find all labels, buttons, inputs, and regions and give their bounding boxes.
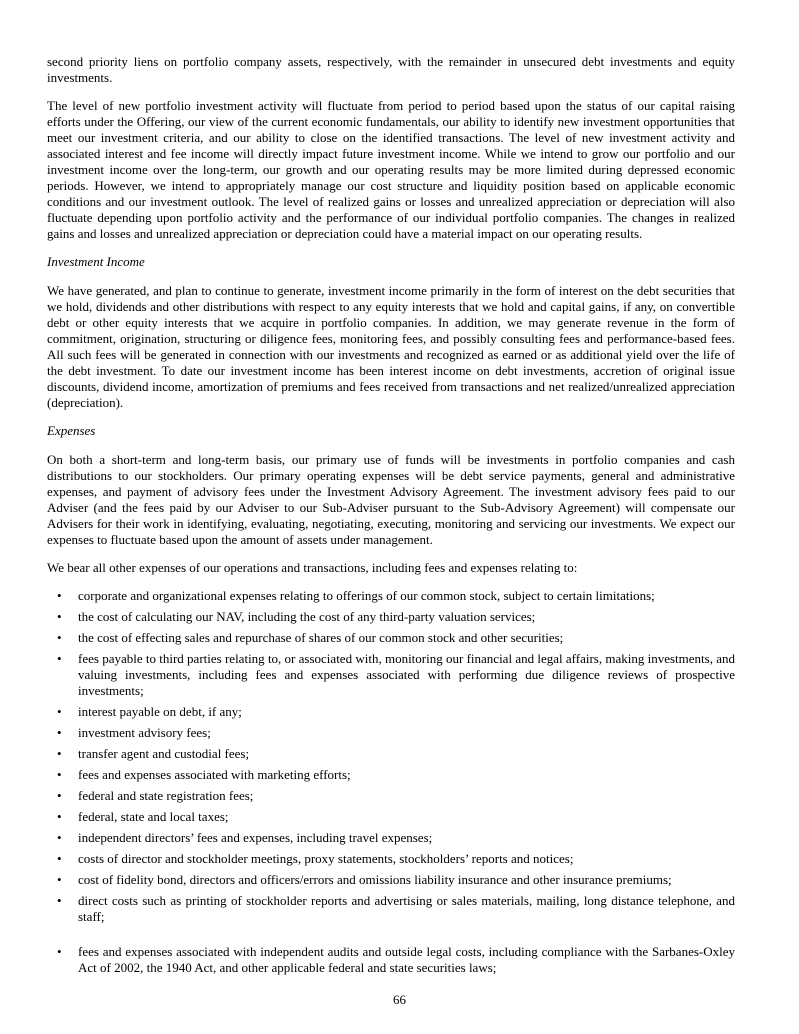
bullet-icon — [47, 893, 78, 925]
bullet-icon — [47, 767, 78, 783]
section-heading-investment-income: Investment Income — [47, 254, 145, 269]
bullet-icon — [47, 588, 78, 604]
bullet-text: federal, state and local taxes; — [78, 809, 229, 824]
paragraph-other-expenses-intro: We bear all other expenses of our operations and transactions, including fees and expenses relating to: — [47, 560, 578, 575]
bullet-text: fees and expenses associated with marketing efforts; — [78, 767, 351, 782]
bullet-icon — [47, 630, 78, 646]
list-item — [47, 725, 735, 741]
bullet-text: the cost of effecting sales and repurchase of shares of our common stock and other securities; — [78, 630, 564, 645]
bullet-text: cost of fidelity bond, directors and officers/errors and omissions liability insurance and other insurance premiums; — [78, 872, 672, 887]
list-item — [47, 767, 735, 783]
bullet-icon — [47, 651, 78, 699]
bullet-text: fees payable to third parties relating to, or associated with, monitoring our financial and legal affairs, making investments, and valuing investments, including fees and expenses associated with performing due diligence reviews of prospective investments; — [78, 651, 735, 698]
list-item — [47, 704, 735, 720]
bullet-text: transfer agent and custodial fees; — [78, 746, 250, 761]
section-heading-expenses: Expenses — [47, 423, 96, 438]
list-item — [47, 830, 735, 846]
bullet-list — [47, 588, 735, 976]
bullet-icon — [47, 704, 78, 720]
bullet-text: the cost of calculating our NAV, including the cost of any third-party valuation services; — [78, 609, 536, 624]
bullet-icon — [47, 872, 78, 888]
paragraph-investment-income: We have generated, and plan to continue to generate, investment income primarily in the form of interest on the debt securities that we hold, dividends and other distributions with respect to any equity interests that we hold and capital gains, if any, on convertible debt or other equity interests that we acquire in portfolio companies. In addition, we may generate revenue in the form of commitment, origination, structuring or diligence fees, monitoring fees, and possibly consulting fees and performance-based fees. All such fees will be generated in connection with our investments and recognized as earned or as additional yield over the life of the debt investment. To date our investment income has been interest income on debt investments, accretion of original issue discounts, dividend income, amortization of premiums and fees received from transactions and net realized/unrealized appreciation (depreciation). — [47, 283, 735, 410]
list-item — [47, 746, 735, 762]
list-item — [47, 630, 735, 646]
paragraph-investment-activity: The level of new portfolio investment activity will fluctuate from period to period based upon the status of our capital raising efforts under the Offering, our view of the current economic fundamentals, our ability to identify new investment opportunities that meet our investment criteria, and our ability to close on the identified transactions. The level of new investment activity and associated interest and fee income will directly impact future investment income. While we intend to grow our portfolio and our investment income over the long-term, our growth and our operating results may be more limited during depressed economic periods. However, we intend to appropriately manage our cost structure and liquidity position based on applicable economic conditions and our investment outlook. The level of realized gains or losses and unrealized appreciation or depreciation will also fluctuate depending upon portfolio activity and the performance of our individual portfolio companies. The changes in realized gains and losses and unrealized appreciation or depreciation could have a material impact on our operating results. — [47, 98, 735, 241]
list-item — [47, 788, 735, 804]
bullet-text: federal and state registration fees; — [78, 788, 254, 803]
list-item — [47, 851, 735, 867]
paragraph-expenses: On both a short-term and long-term basis, our primary use of funds will be investments in portfolio companies and cash distributions to our stockholders. Our primary operating expenses will be debt service payments, general and administrative expenses, and payment of advisory fees under the Investment Advisory Agreement. The investment advisory fees paid to our Adviser (and the fees paid by our Adviser to our Sub-Adviser pursuant to the Sub-Advisory Agreement) will compensate our Advisers for their work in identifying, evaluating, negotiating, executing, monitoring and servicing our investments. We expect our expenses to fluctuate based upon the amount of assets under management. — [47, 452, 735, 547]
list-item — [47, 651, 735, 699]
list-item — [47, 609, 735, 625]
bullet-icon — [47, 851, 78, 867]
list-item — [47, 872, 735, 888]
bullet-text: independent directors’ fees and expenses, including travel expenses; — [78, 830, 433, 845]
bullet-text: interest payable on debt, if any; — [78, 704, 242, 719]
bullet-icon — [47, 944, 78, 976]
list-item — [47, 588, 735, 604]
bullet-text: investment advisory fees; — [78, 725, 211, 740]
bullet-icon — [47, 725, 78, 741]
list-item — [47, 893, 735, 925]
bullet-icon — [47, 609, 78, 625]
bullet-text: direct costs such as printing of stockholder reports and advertising or sales materials, mailing, long distance telephone, and staff; — [78, 893, 735, 924]
bullet-text: costs of director and stockholder meetings, proxy statements, stockholders’ reports and notices; — [78, 851, 574, 866]
bullet-icon — [47, 809, 78, 825]
list-item — [47, 944, 735, 976]
bullet-icon — [47, 746, 78, 762]
bullet-text: corporate and organizational expenses relating to offerings of our common stock, subject to certain limitations; — [78, 588, 655, 603]
paragraph-continuation: second priority liens on portfolio company assets, respectively, with the remainder in unsecured debt investments and equity investments. — [47, 54, 735, 85]
bullet-icon — [47, 830, 78, 846]
page-number: 66 — [393, 992, 406, 1007]
list-item — [47, 809, 735, 825]
bullet-icon — [47, 788, 78, 804]
bullet-text: fees and expenses associated with independent audits and outside legal costs, including compliance with the Sarbanes-Oxley Act of 2002, the 1940 Act, and other applicable federal and state securities laws; — [78, 944, 735, 975]
